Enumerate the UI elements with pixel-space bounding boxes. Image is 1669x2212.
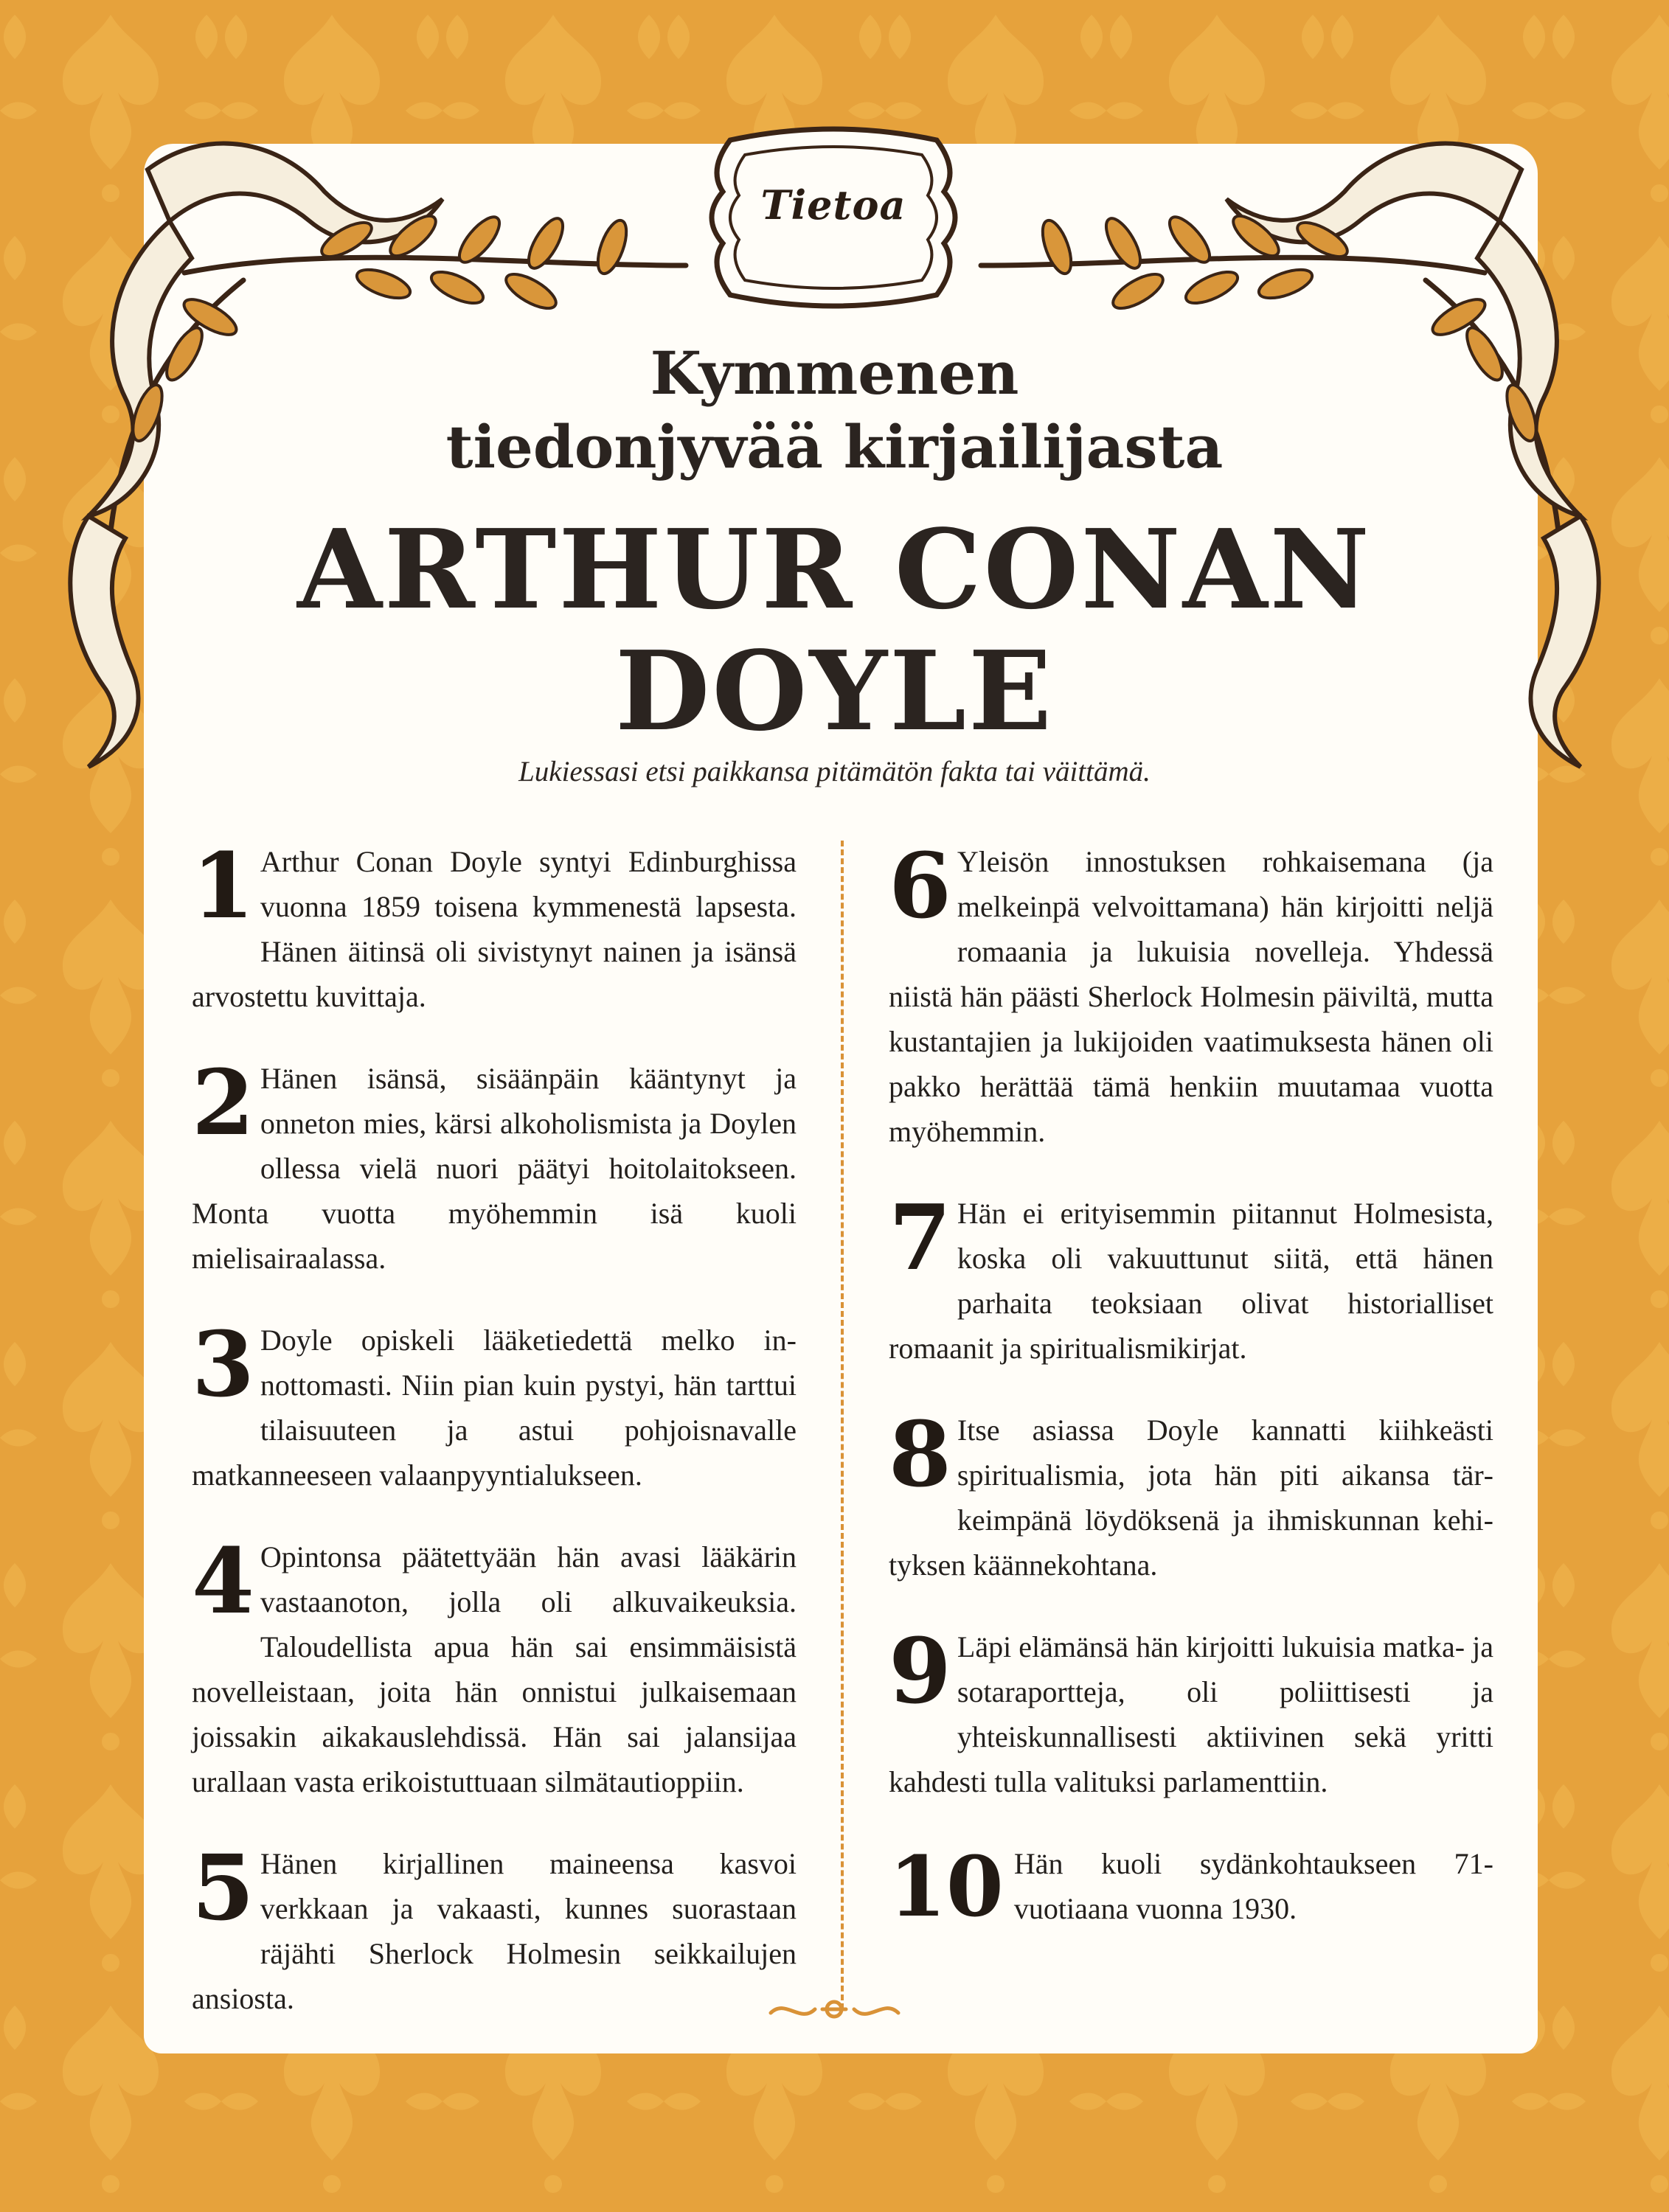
- page-title-line-2: DOYLE: [615, 627, 1054, 755]
- fact-item: [192, 1834, 797, 2021]
- fact-item: [192, 1049, 797, 1281]
- fact-text: Hän kuoli sydänkohtaukseen 71-vuotiaana vuonna 1930.: [1013, 1847, 1493, 1925]
- fact-text: Arthur Conan Doyle syntyi Edinburghissa vuonna 1859 toisena kymmenestä lapsesta. Hänen äitinsä oli sivistynyt nainen ja isänsä arvostettu kuvittaja.: [192, 845, 797, 1013]
- fact-number: 7: [889, 1184, 951, 1290]
- footer-ornament-icon: [763, 1991, 906, 2028]
- column-divider: [841, 841, 844, 2009]
- fact-text: Yleisön innostuksen rohkaisemana (ja melkeinpä velvoittamana) hän kirjoitti neljä romaania ja lukuisia novelleja. Yhdessä niistä hän päästi Sherlock Holmesin päiviltä, mutta kustantajien ja lukijoiden vaatimuksesta hänen oli pakko herättää tämä henkiin muutamaa vuotta myöhemmin.: [889, 845, 1493, 1148]
- fact-number: 3: [192, 1311, 254, 1417]
- fact-item: [889, 1401, 1493, 1587]
- intro-text: Lukiessasi etsi paikkansa pitämätön fakta tai väittämä.: [518, 756, 1151, 787]
- fact-item: [192, 1528, 797, 1804]
- fact-item: [889, 1839, 1493, 1935]
- fact-text: Doyle opiskeli lääketiedettä melko innottomasti. Niin pian kuin pystyi, hän tarttui tilaisuuteen ja astui pohjoisnavalle matkanneeseen valaanpyyntialukseen.: [192, 1324, 797, 1492]
- fact-number: 1: [192, 832, 254, 939]
- facts-column-right: [889, 832, 1493, 1968]
- fact-item: [192, 832, 797, 1019]
- fact-text: Hänen isänsä, sisäänpäin kääntynyt ja onneton mies, kärsi alkoholismista ja Doylen ollessa vielä nuori päätyi hoitolaitokseen. Monta vuotta myöhemmin isä kuoli mielisairaalassa.: [192, 1062, 797, 1275]
- fact-number: 6: [889, 832, 951, 939]
- fact-number: 9: [889, 1618, 951, 1724]
- fact-number: 8: [889, 1401, 951, 1507]
- fact-text: Itse asiassa Doyle kannatti kiihkeästi spiritualismia, jota hän piti aikansa tärkeimpänä löydöksenä ja ihmiskunnan kehityksen käännekohtana.: [889, 1413, 1493, 1582]
- fact-item: [889, 832, 1493, 1154]
- section-tag: Tietoa: [760, 181, 906, 229]
- fact-text: Läpi elämänsä hän kirjoitti lukuisia matka- ja sotaraportteja, oli poliittisesti ja yhteiskunnallisesti aktiivinen sekä yritti kahdesti tulla valituksi parlamenttiin.: [889, 1630, 1493, 1798]
- fact-number: 2: [192, 1049, 254, 1155]
- fact-item: [192, 1311, 797, 1498]
- fact-item: [889, 1618, 1493, 1804]
- fact-number: 10: [889, 1839, 1004, 1935]
- fact-text: Hän ei erityisemmin piitannut Holmesista, koska oli vakuuttunut siitä, että hänen parhaita teoksiaan olivat historialliset romaanit ja spiritualismikirjat.: [889, 1197, 1493, 1365]
- fact-text: Hänen kirjallinen maineensa kasvoi verkkaan ja vakaasti, kunnes suorastaan räjähti Sherlock Holmesin seikkailujen ansiosta.: [192, 1847, 797, 2015]
- page-title-line-1: ARTHUR CONAN: [297, 505, 1372, 633]
- fact-number: 5: [192, 1834, 254, 1941]
- fact-item: [889, 1184, 1493, 1371]
- facts-column-left: [192, 832, 797, 2058]
- subtitle-line-1: Kymmenen: [650, 338, 1019, 408]
- fact-number: 4: [192, 1528, 254, 1634]
- subtitle-line-2: tiedonjyvää kirjailijasta: [445, 412, 1224, 481]
- fact-text: Opintonsa päätettyään hän avasi lääkärin vastaanoton, jolla oli alkuvaikeuksia. Taloudellista apua hän sai ensimmäisistä novelleistaan, joita hän onnistui julkaisemaan joissakin aikakauslehdissä. Hän sai jalansijaa urallaan vasta erikoistuttuaan silmätautioppiin.: [192, 1540, 797, 1798]
